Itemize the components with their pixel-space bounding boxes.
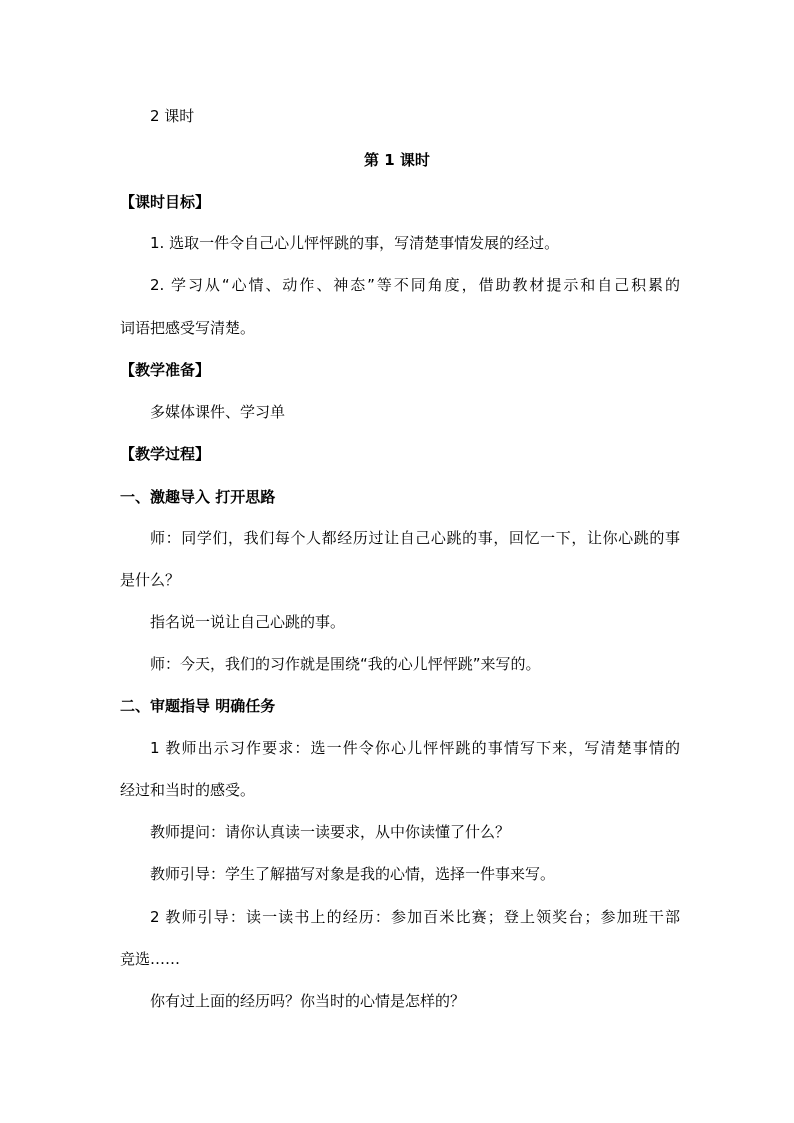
- objectives-heading: 【课时目标】: [120, 193, 211, 211]
- section-2-paragraph-2: 教师提问：请你认真读一读要求，从中你读懂了什么？: [150, 823, 511, 841]
- preparation-text: 多媒体课件、学习单: [150, 403, 286, 421]
- section-1-paragraph-2: 指名说一说让自己心跳的事。: [150, 613, 346, 631]
- objective-1: 1. 选取一件令自己心儿怦怦跳的事，写清楚事情发展的经过。: [150, 234, 560, 252]
- section-1-paragraph-3: 师：今天，我们的习作就是围绕“我的心儿怦怦跳”来写的。: [150, 655, 541, 673]
- section-2-heading: 二、审题指导 明确任务: [120, 697, 276, 715]
- section-2-paragraph-4-line-2: 竞选……: [120, 950, 181, 968]
- lesson-hours: 2 课时: [150, 107, 195, 125]
- objective-2-line-1: 2. 学习从“心情、动作、神态”等不同角度，借助教材提示和自己积累的: [150, 276, 680, 294]
- section-2-paragraph-4-line-1: 2 教师引导：读一读书上的经历：参加百米比赛；登上领奖台；参加班干部: [150, 908, 680, 926]
- lesson-title: 第 1 课时: [364, 151, 430, 169]
- preparation-heading: 【教学准备】: [120, 361, 211, 379]
- section-1-paragraph-1-line-2: 是什么？: [120, 571, 181, 589]
- section-2-paragraph-1-line-2: 经过和当时的感受。: [120, 781, 256, 799]
- section-2-paragraph-1-line-1: 1 教师出示习作要求：选一件令你心儿怦怦跳的事情写下来，写清楚事情的: [150, 739, 680, 757]
- section-1-paragraph-1-line-1: 师：同学们，我们每个人都经历过让自己心跳的事，回忆一下，让你心跳的事: [150, 529, 680, 547]
- process-heading: 【教学过程】: [120, 445, 211, 463]
- section-1-heading: 一、激趣导入 打开思路: [120, 488, 276, 506]
- objective-2-line-2: 词语把感受写清楚。: [120, 319, 256, 337]
- section-2-paragraph-5: 你有过上面的经历吗？你当时的心情是怎样的？: [150, 992, 466, 1010]
- section-2-paragraph-3: 教师引导：学生了解描写对象是我的心情，选择一件事来写。: [150, 865, 556, 883]
